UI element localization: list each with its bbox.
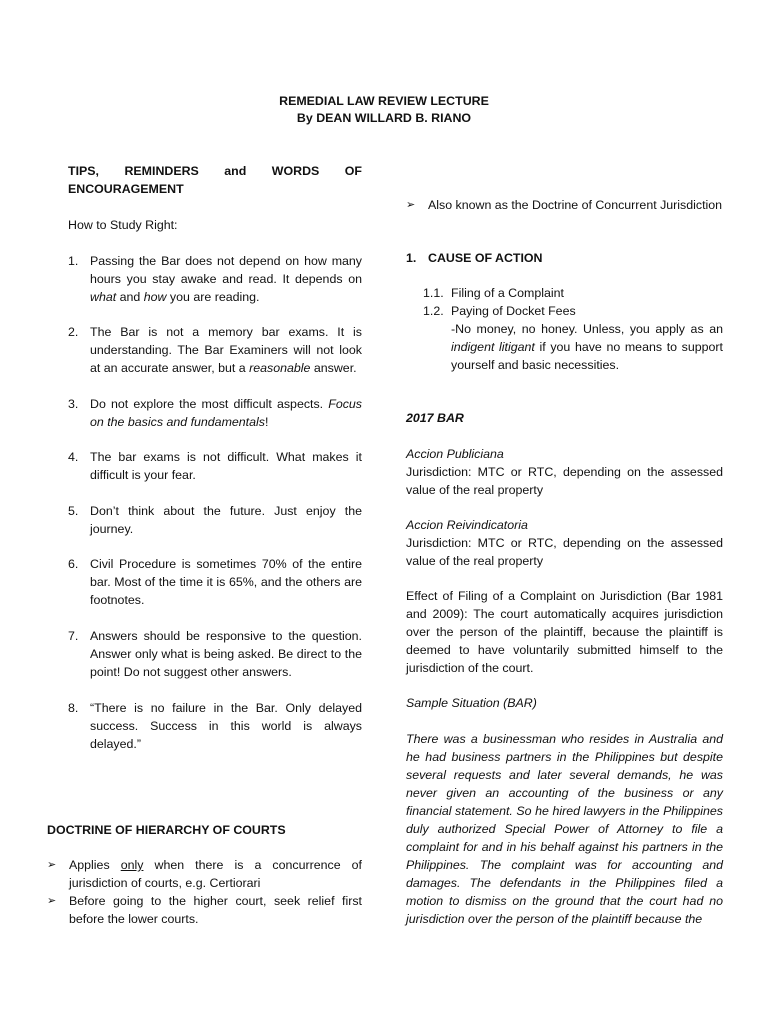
tip-item-6 (68, 555, 362, 609)
arrowhead-bullet-icon: ➢ (406, 199, 416, 211)
tip-number: 7. (68, 629, 79, 643)
tip-text: Civil Procedure is sometimes 70% of the entire bar. Most of the time it is 65%, and the others are footnotes. (90, 557, 362, 607)
sub-item-1: 1.1. Filing of a Complaint (423, 286, 564, 300)
bullet-text: Also known as the Doctrine of Concurrent Jurisdiction (428, 198, 723, 212)
arrowhead-bullet-icon: ➢ (47, 895, 57, 907)
tip-text: The Bar is not a memory bar exams. It is understanding. The Bar Examiners will not look at an accurate answer, but a reasonable answer. (90, 325, 362, 375)
tip-number: 3. (68, 397, 79, 411)
sub-item-2: 1.2. Paying of Docket Fees (423, 304, 576, 318)
tip-item-5 (68, 502, 362, 538)
situation-paragraph: There was a businessman who resides in Australia and he had business partners in the Philippines but despite several requests and later several demands, he was never given an accounting of the business or any financial statement. So he hired lawyers in the Philippines duly authorized Special Power of Attorney to file a complaint for and in his behalf against his partners in the Philippines. The complaint was for accounting and damages. The defendants in the Philippines filed a motion to dismiss on the ground that the court had no jurisdiction over the person of the plaintiff because the (406, 732, 723, 926)
tip-item-4 (68, 448, 362, 484)
hierarchy-heading: DOCTRINE OF HIERARCHY OF COURTS (47, 823, 286, 837)
document-header (0, 93, 768, 127)
right-column (406, 196, 723, 928)
accion-publiciana-label: Accion Publiciana (406, 447, 504, 461)
how-to-study-heading: How to Study Right: (68, 218, 178, 232)
tip-text: “There is no failure in the Bar. Only delayed success. Success in this world is always delayed.” (90, 701, 362, 751)
tip-item-1 (68, 252, 362, 306)
tip-number: 5. (68, 504, 79, 518)
tip-text: Don’t think about the future. Just enjoy the journey. (90, 504, 362, 536)
accion-reivindicatoria-label: Accion Reivindicatoria (406, 518, 528, 532)
tip-number: 2. (68, 325, 79, 339)
arrowhead-bullet-icon: ➢ (47, 859, 57, 871)
tip-number: 8. (68, 701, 79, 715)
sample-situation-label: Sample Situation (BAR) (406, 696, 537, 710)
hierarchy-bullet-2 (47, 892, 362, 928)
document-byline: By DEAN WILLARD B. RIANO (296, 111, 472, 125)
tips-heading: TIPS, REMINDERS and WORDS OF ENCOURAGEMENT (68, 164, 362, 196)
accion-publiciana-jurisdiction: Jurisdiction: MTC or RTC, depending on the assessed value of the real property (406, 465, 723, 497)
no-money-note: -No money, no honey. Unless, you apply as an indigent litigant if you have no means to support yourself and basic necessities. (451, 322, 723, 372)
tip-item-8 (68, 699, 362, 753)
bullet-text: Applies only when there is a concurrence of jurisdiction of courts, e.g. Certiorari (69, 858, 362, 890)
tip-item-3 (68, 395, 362, 431)
hierarchy-bullets (47, 856, 362, 928)
tip-number: 1. (68, 254, 79, 268)
tip-item-7 (68, 627, 362, 681)
tip-text: Answers should be responsive to the question. Answer only what is being asked. Be direct to the point! Do not suggest other answers. (90, 629, 362, 679)
document-title: REMEDIAL LAW REVIEW LECTURE (279, 94, 489, 108)
also-known-bullet (406, 196, 723, 214)
bullet-text: Before going to the higher court, seek relief first before the lower courts. (69, 894, 362, 926)
accion-reivindicatoria-jurisdiction: Jurisdiction: MTC or RTC, depending on the assessed value of the real property (406, 536, 723, 568)
tip-item-2 (68, 323, 362, 377)
bar-2017-heading: 2017 BAR (406, 411, 464, 425)
cause-of-action-heading: 1. CAUSE OF ACTION (406, 251, 543, 265)
tip-number: 4. (68, 450, 79, 464)
left-column (68, 162, 362, 753)
tip-text: Do not explore the most difficult aspects. Focus on the basics and fundamentals! (90, 397, 362, 429)
tip-number: 6. (68, 557, 79, 571)
tip-text: The bar exams is not difficult. What makes it difficult is your fear. (90, 450, 362, 482)
effect-of-filing-paragraph: Effect of Filing of a Complaint on Jurisdiction (Bar 1981 and 2009): The court automatically acquires jurisdiction over the person of the plaintiff, because the plaintiff is deemed to have voluntarily submitted himself to the jurisdiction of the court. (406, 589, 723, 675)
hierarchy-bullet-1 (47, 856, 362, 892)
tip-text: Passing the Bar does not depend on how many hours you stay awake and read. It depends on what and how you are reading. (90, 254, 362, 304)
